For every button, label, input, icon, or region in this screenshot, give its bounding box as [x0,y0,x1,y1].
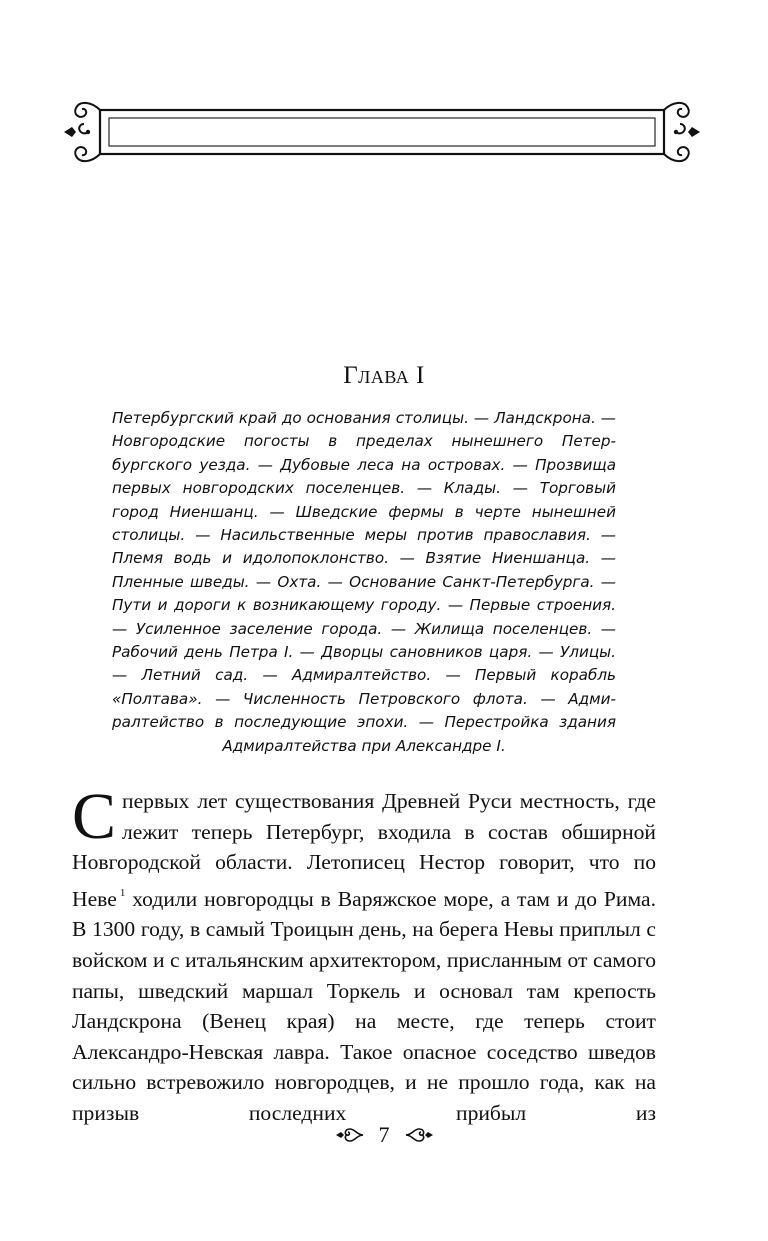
flourish-right-icon [404,1125,434,1145]
ornamental-header-frame [62,96,702,168]
main-text [72,780,656,1129]
flourish-left-icon [335,1125,365,1145]
chapter-numeral: I [415,362,425,389]
chapter-title-initial: Г [343,362,359,389]
chapter-title [0,362,768,390]
main-text-part-2: ходили новгородцы в Варяжское море, а там и до Рима. В 1300 году, в самый Троицын день, на берега Невы приплыл с войском и с итальянским архитектором, присланным от самого папы, шведский маршал Торкель и основал там крепость Ландскрона (Венец края) на месте, где теперь стоит Александро-Невская лавра. Такое опасное соседство шведов сильно встревожило новгородцев, и не прошло года, как на призыв последних прибыл из [72,886,656,1125]
footnote-reference[interactable]: 1 [119,886,126,899]
chapter-title-word: лава [358,362,410,389]
page-footer [0,1120,768,1150]
main-text-part-1: первых лет существования Древней Руси местность, где лежит теперь Петербург, входила в состав обширной Новгородской области. Летописец Нестор говорит, что по Неве [72,789,656,911]
drop-cap: С [72,780,117,853]
chapter-summary: Петербургский край до основания столицы. — Ландскрона. — Новгородские погосты в пределах нынешнего Петербургского уезда. — Дубовые леса на островах. — Прозвища первых новгородских поселенцев. — Клады. — Торговый город Ниеншанц. — Шведские фермы в черте нынешней столицы. — Насильственные меры против православия. — Племя водь и идолопоклонство. — Взятие Ниеншанца. — Пленные шведы. — Охта. — Основание Санкт-Петербурга. — Пути и дороги к возникающему городу. — Первые строения. — Усиленное заселение города. — Жилища поселенцев. — Рабочий день Петра I. — Дворцы сановников царя. — Улицы. — Летний сад. — Адмиралтейство. — Первый корабль «Полтава». — Численность Петровского флота. — Адмиралтейство в последующие эпохи. — Перестройка здания Адмиралтейства при Александре I. [112,409,616,755]
page-number: 7 [378,1122,390,1147]
